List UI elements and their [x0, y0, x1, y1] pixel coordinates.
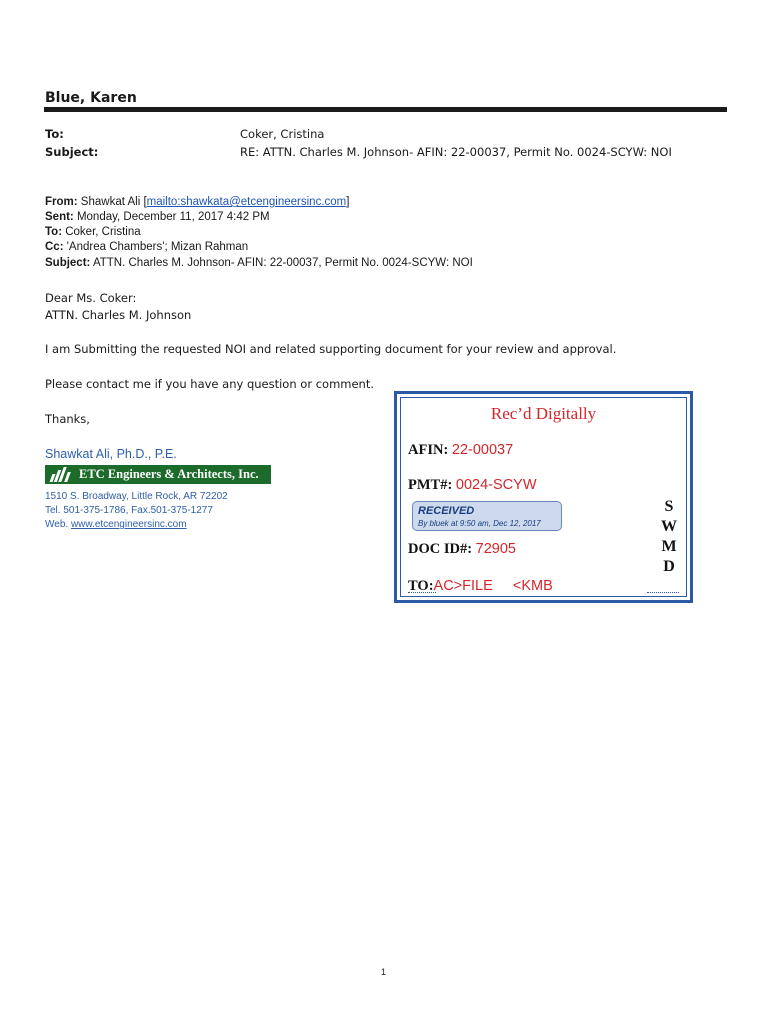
signature-address: 1510 S. Broadway, Little Rock, AR 72202 — [45, 491, 228, 502]
subject-label: Subject: — [45, 145, 99, 159]
attn-line: ATTN. Charles M. Johnson — [45, 308, 192, 322]
swmd-letter: M — [661, 538, 677, 555]
body-paragraph-2: Please contact me if you have any question or comment. — [45, 377, 375, 391]
forwarded-to — [45, 225, 141, 240]
closing: Thanks, — [45, 412, 90, 426]
stamp-dotted-line-left — [408, 592, 436, 593]
subject-value: RE: ATTN. Charles M. Johnson- AFIN: 22-00037, Permit No. 0024-SCYW: NOI — [240, 145, 672, 159]
from-name: Shawkat Ali [ — [80, 196, 147, 208]
stamp-to-value: AC>FILE <KMB — [433, 578, 553, 594]
header-rule — [44, 107, 727, 112]
fw-to-label: To: — [45, 226, 63, 238]
pmt-label: PMT#: — [408, 477, 453, 493]
stamp-dotted-line-right — [647, 592, 679, 593]
fw-subject-value: ATTN. Charles M. Johnson- AFIN: 22-00037, Permit No. 0024-SCYW: NOI — [92, 257, 473, 269]
afin-label: AFIN: — [408, 442, 449, 458]
company-logo-mark-icon — [45, 465, 73, 484]
doc-label: DOC ID#: — [408, 541, 473, 557]
signature-name: Shawkat Ali, Ph.D., P.E. — [45, 447, 177, 461]
forwarded-subject — [45, 256, 473, 271]
from-email-link[interactable]: mailto:shawkata@etcengineersinc.com — [146, 196, 347, 208]
stamp-doc-id — [408, 541, 516, 558]
stamp-pmt — [408, 477, 537, 494]
swmd-letter: W — [661, 518, 677, 535]
swmd-vertical-label — [659, 497, 679, 577]
swmd-letter: D — [663, 558, 675, 575]
fw-to-value: Coker, Cristina — [65, 226, 141, 238]
swmd-letter: S — [664, 498, 674, 515]
signature-phone: Tel. 501-375-1786, Fax.501-375-1277 — [45, 505, 213, 516]
afin-value: 22-00037 — [451, 442, 514, 458]
received-stamp — [394, 391, 693, 603]
stamp-afin — [408, 442, 513, 459]
received-subtitle: By bluek at 9:50 am, Dec 12, 2017 — [418, 519, 541, 528]
sent-label: Sent: — [45, 211, 74, 223]
body-paragraph-1: I am Submitting the requested NOI and related supporting document for your review and approval. — [45, 342, 617, 356]
from-label: From: — [45, 196, 78, 208]
email-sender: Blue, Karen — [45, 90, 137, 106]
web-link[interactable]: www.etcengineersinc.com — [70, 519, 187, 530]
forwarded-cc — [45, 240, 248, 255]
doc-value: 72905 — [475, 541, 516, 557]
stamp-title: Rec’d Digitally — [490, 404, 597, 423]
forwarded-sent — [45, 210, 270, 225]
stamp-to-label: TO: — [408, 578, 434, 594]
pmt-value: 0024-SCYW — [455, 477, 537, 493]
from-close: ] — [346, 196, 350, 208]
cc-label: Cc: — [45, 241, 64, 253]
signature-web — [45, 519, 187, 530]
fw-subject-label: Subject: — [45, 257, 91, 269]
stamp-inner-border — [400, 397, 687, 597]
page-number: 1 — [381, 967, 387, 977]
sent-value: Monday, December 11, 2017 4:42 PM — [76, 211, 270, 223]
forwarded-from — [45, 195, 349, 210]
cc-value: 'Andrea Chambers'; Mizan Rahman — [66, 241, 249, 253]
company-logo-text: ETC Engineers & Architects, Inc. — [79, 467, 259, 481]
received-badge — [412, 501, 562, 531]
to-value: Coker, Cristina — [240, 127, 325, 141]
web-label: Web. — [45, 519, 69, 530]
to-label: To: — [45, 127, 64, 141]
received-title: RECEIVED — [418, 505, 475, 517]
greeting: Dear Ms. Coker: — [45, 291, 137, 305]
company-logo — [45, 465, 271, 484]
